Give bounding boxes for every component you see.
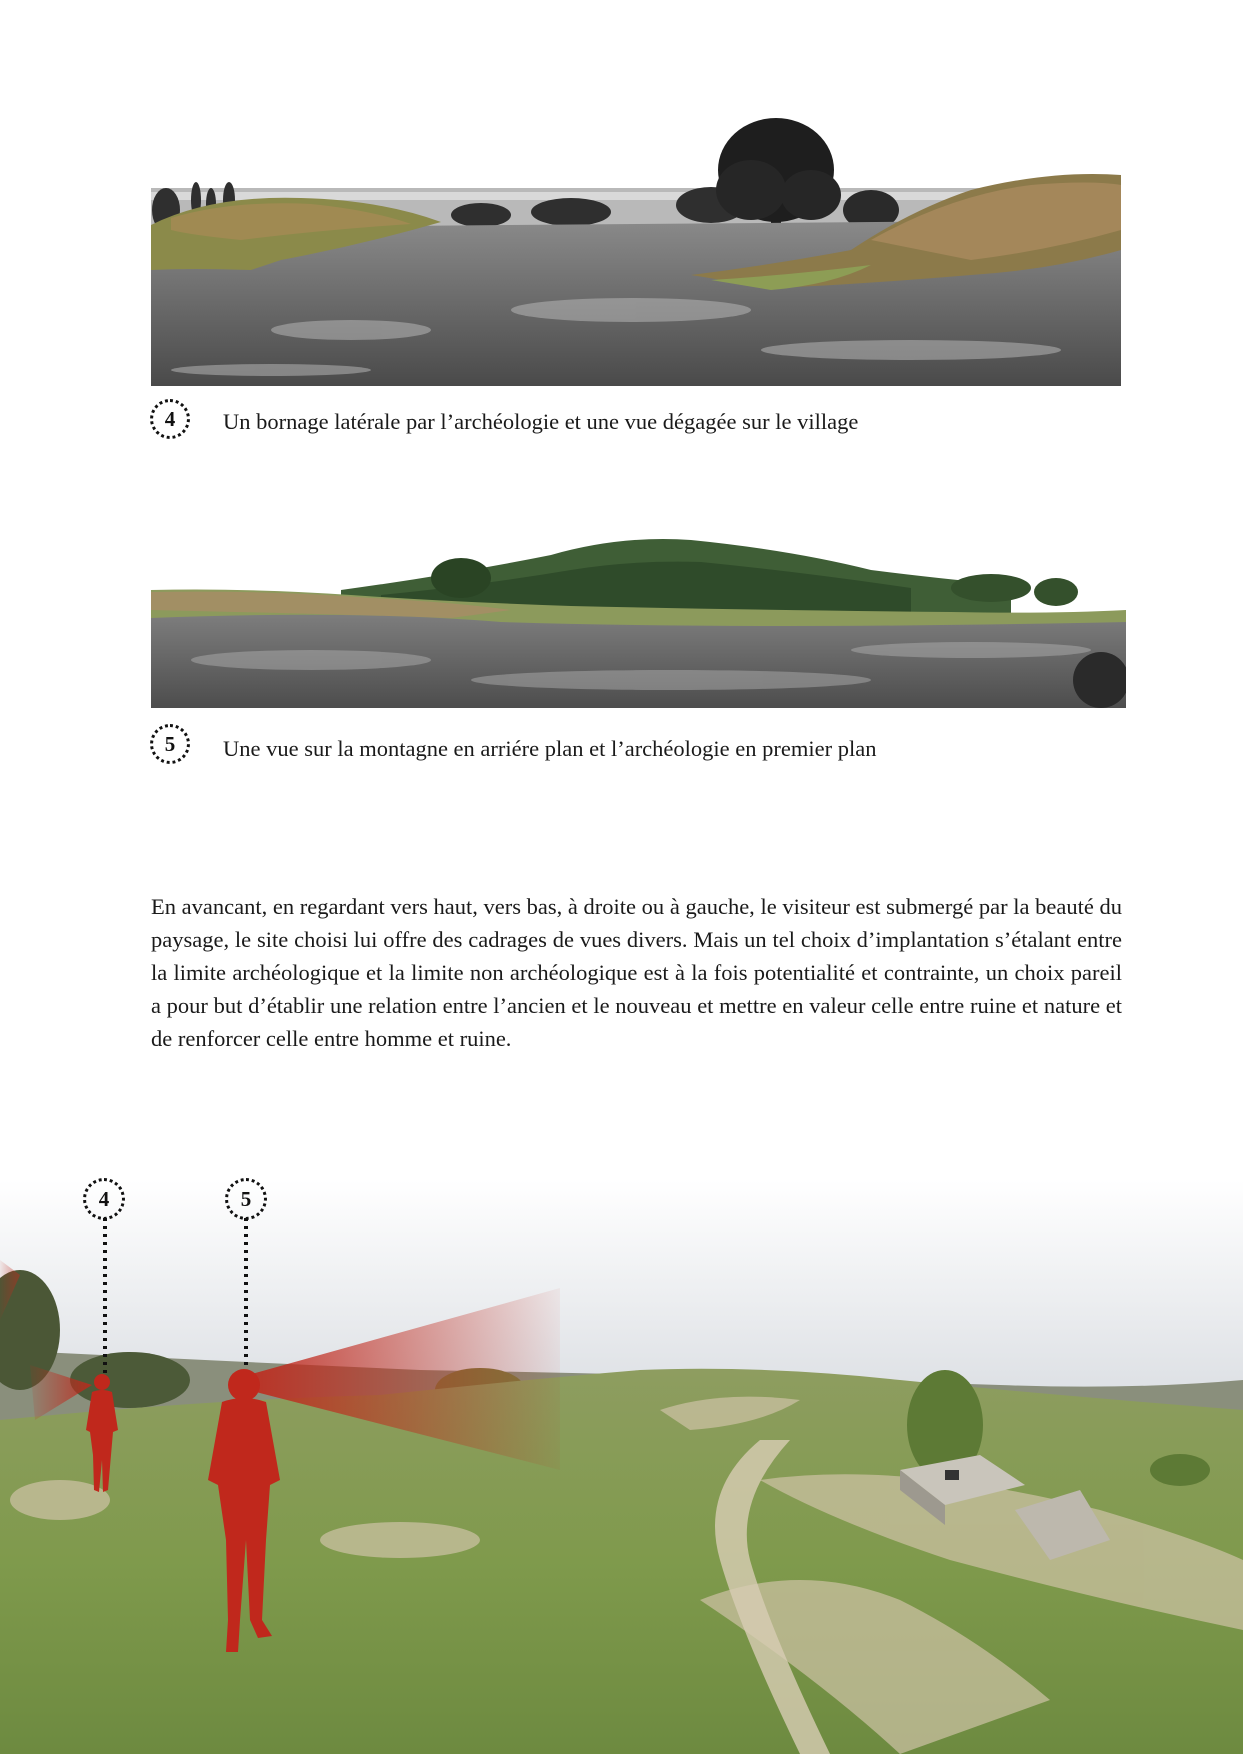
figure-4-number: 4 [164,406,176,431]
panorama-photo-site [0,1180,1243,1754]
panorama-5-image [151,530,1126,708]
panorama-marker-4-number: 4 [98,1186,110,1211]
panorama-marker-5 [225,1178,267,1220]
panorama-4-image [151,100,1121,386]
figure-5-caption: Une vue sur la montagne en arriére plan et l’archéologie en premier plan [223,736,877,761]
figure-4-badge [150,399,190,439]
panorama-photo-4 [151,100,1121,386]
body-paragraph: En avancant, en regardant vers haut, vers bas, à droite ou à gauche, le visiteur est submergé par la beauté du paysage, le site choisi lui offre des cadrages de vues divers. Mais un tel choix d’implantation s’étalant entre la limite archéologique et la limite non archéologique est à la fois potentialité et contrainte, un choix pareil a pour but d’établir une relation entre l’ancien et le nouveau et mettre en valeur celle entre ruine et nature et de renforcer celle entre homme et ruine. [151,894,1122,1051]
figure-4-caption: Un bornage latérale par l’archéologie et une vue dégagée sur le village [223,409,859,434]
site-panorama-image [0,1180,1243,1754]
figure-5-number: 5 [164,731,176,756]
figure-5-badge [150,724,190,764]
panorama-marker-4 [83,1178,125,1220]
panorama-photo-5 [151,530,1126,708]
panorama-marker-5-number: 5 [240,1186,252,1211]
